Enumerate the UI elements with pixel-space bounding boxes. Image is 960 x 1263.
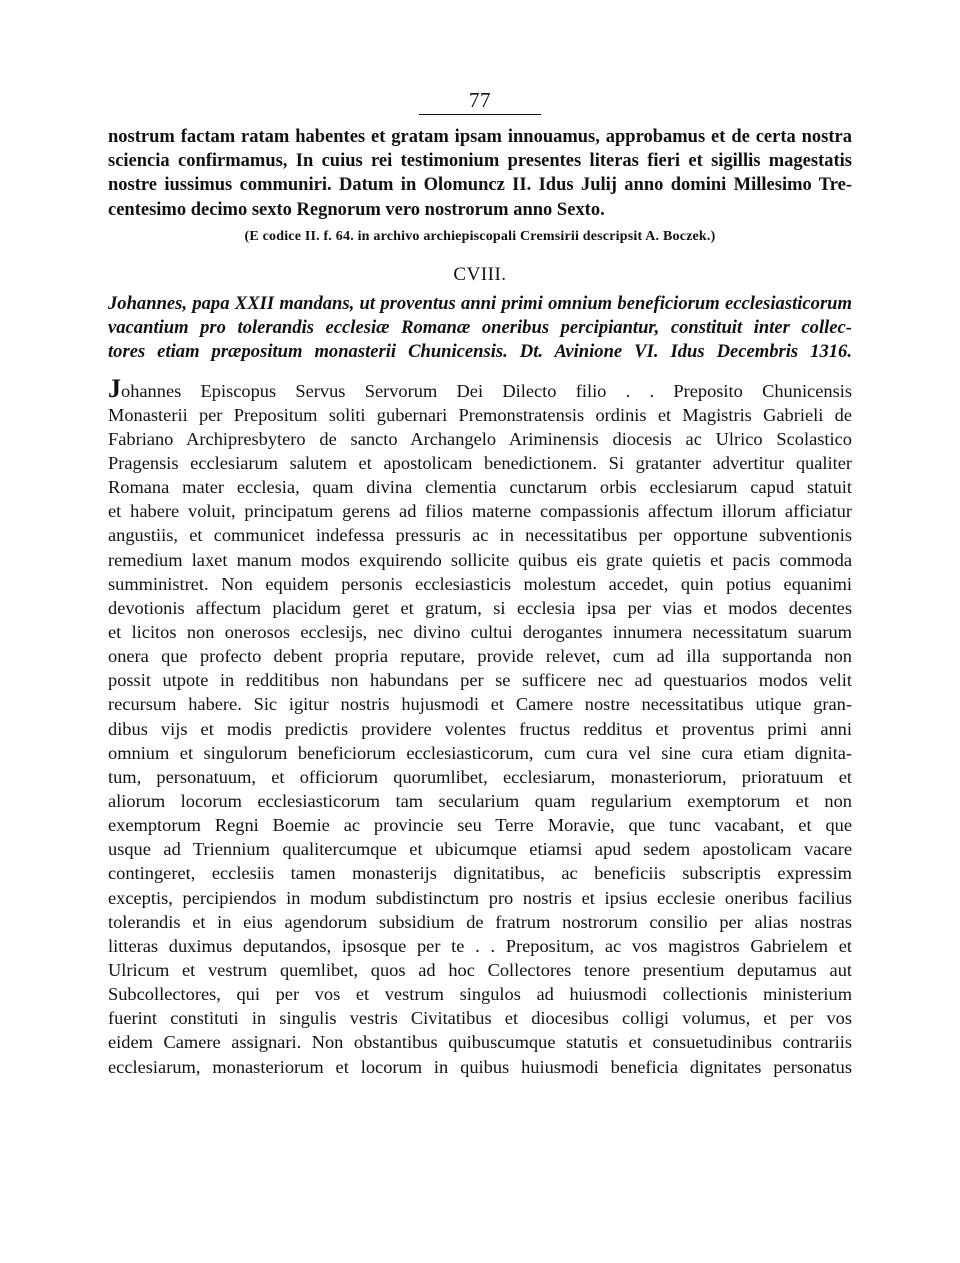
body-line: ecclesiarum, monasteriorum et locorum in quibus huiusmodi beneficia dignitates personatus [108, 1056, 852, 1077]
page-number: 77 [469, 88, 491, 112]
body-line: eidem Camere assignari. Non obstantibus quibuscumque statutis et consuetudinibus contrariis [108, 1032, 852, 1053]
document-number: CVIII. [453, 263, 507, 285]
regest-summary [108, 292, 852, 365]
body-line: usque ad Triennium qualitercumque et ubicumque etiamsi apud sedem apostolicam vacare [108, 839, 852, 860]
body-line: exceptis, percipiendos in modum subdistinctum pro nostris et ipsius ecclesie oneribus facilius [108, 887, 852, 908]
body-line: Subcollectores, qui per vos et vestrum singulos ad huiusmodi collectionis ministerium [108, 984, 852, 1005]
body-line: litteras duximus deputandos, ipsosque per te . . Prepositum, ac vos magistros Gabrielem et [108, 935, 852, 956]
body-line: devotionis affectum placidum geret et gratum, si ecclesia ipsa per vias et modos decentes [108, 597, 852, 618]
regest-line: tores etiam præpositum monasterii Chunicensis. Dt. Avinione VI. Idus Decembris 1316. [108, 341, 852, 363]
body-line: tolerandis et in eius agendorum subsidium de fratrum nostrorum consilio per alias nostras [108, 911, 852, 932]
intro-line: sciencia confirmamus, In cuius rei testimonium presentes literas fieri et sigillis magestatis [108, 151, 852, 172]
source-note: (E codice II. f. 64. in archivo archiepiscopali Cremsirii descripsit A. Boczek.) [244, 228, 716, 244]
body-line: Fabriano Archipresbytero de sancto Archangelo Ariminensis diocesis ac Ulrico Scolastico [108, 428, 852, 449]
body-text [108, 379, 852, 1079]
intro-paragraph [108, 125, 852, 222]
body-line: sumministret. Non equidem personis ecclesiasticis molestum accedet, quin potius equanimi [108, 573, 852, 594]
body-line: angustiis, et communicet indefessa pressuris ac in necessitatibus per opportune subventionis [108, 525, 852, 546]
page-number-rule [419, 114, 541, 115]
body-line: tum, personatuum, et officiorum quorumlibet, ecclesiarum, monasteriorum, prioratuum et [108, 766, 852, 787]
body-line: Monasterii per Prepositum soliti gubernari Premonstratensis ordinis et Magistris Gabrieli de [108, 404, 852, 425]
regest-line: vacantium pro tolerandis ecclesiæ Romanæ oneribus percipiantur, constituit inter collec- [108, 317, 852, 339]
body-first-line [108, 379, 852, 403]
body-line: contingeret, ecclesiis tamen monasterijs dignitatibus, ac beneficiis subscriptis expressim [108, 863, 852, 884]
body-line: Romana mater ecclesia, quam divina clementia cunctarum orbis ecclesiarum capud statuit [108, 477, 852, 498]
body-line: dibus vijs et modis predictis providere volentes fructus redditus et proventus primi anni [108, 718, 852, 739]
intro-line: nostre iussimus communiri. Datum in Olomuncz II. Idus Julij anno domini Millesimo Tre- [108, 175, 852, 196]
body-line: et licitos non onerosos ecclesijs, nec divino cultui derogantes innumera necessitatum suarum [108, 622, 852, 643]
regest-line: Johannes, papa XXII mandans, ut proventus anni primi omnium beneficiorum ecclesiasticorum [108, 292, 852, 314]
intro-line: centesimo decimo sexto Regnorum vero nostrorum anno Sexto. [108, 199, 605, 220]
body-line: et habere voluit, principatum gerens ad filios materne compassionis affectum illorum afficiatur [108, 501, 852, 522]
body-line: exemptorum Regni Boemie ac provincie seu Terre Moravie, que tunc vacabant, et que [108, 815, 852, 836]
body-line: aliorum locorum ecclesiasticorum tam secularium quam regularium exemptorum et non [108, 791, 852, 812]
body-first-line-text: ohannes Episcopus Servus Servorum Dei Dilecto filio . . Preposito Chunicensis [121, 380, 852, 401]
body-line: remedium laxet manum modos exquirendo sollicite quibus eis grate quietis et pacis commoda [108, 549, 852, 570]
body-line: Ulricum et vestrum quemlibet, quos ad hoc Collectores tenore presentium deputamus aut [108, 960, 852, 981]
body-line: Pragensis ecclesiarum salutem et apostolicam benedictionem. Si gratanter advertitur qualiter [108, 453, 852, 474]
body-line: recursum habere. Sic igitur nostris hujusmodi et Camere nostre necessitatibus utique gran- [108, 694, 852, 715]
body-line: omnium et singulorum beneficiorum ecclesiasticorum, cum cura vel sine cura etiam dignita- [108, 742, 852, 763]
body-line: onera que profecto debent propria reputare, provide relevet, cum ad illa supportanda non [108, 646, 852, 667]
document-page [108, 88, 852, 1079]
body-line: possit utpote in redditibus non habundans per se sufficere nec ad questuarios modos velit [108, 670, 852, 691]
initial-letter: J [108, 378, 121, 403]
intro-line: nostrum factam ratam habentes et gratam ipsam innouamus, approbamus et de certa nostra [108, 127, 852, 147]
body-line: fuerint constituti in singulis vestris Civitatibus et diocesibus colligi volumus, et per vos [108, 1008, 852, 1029]
